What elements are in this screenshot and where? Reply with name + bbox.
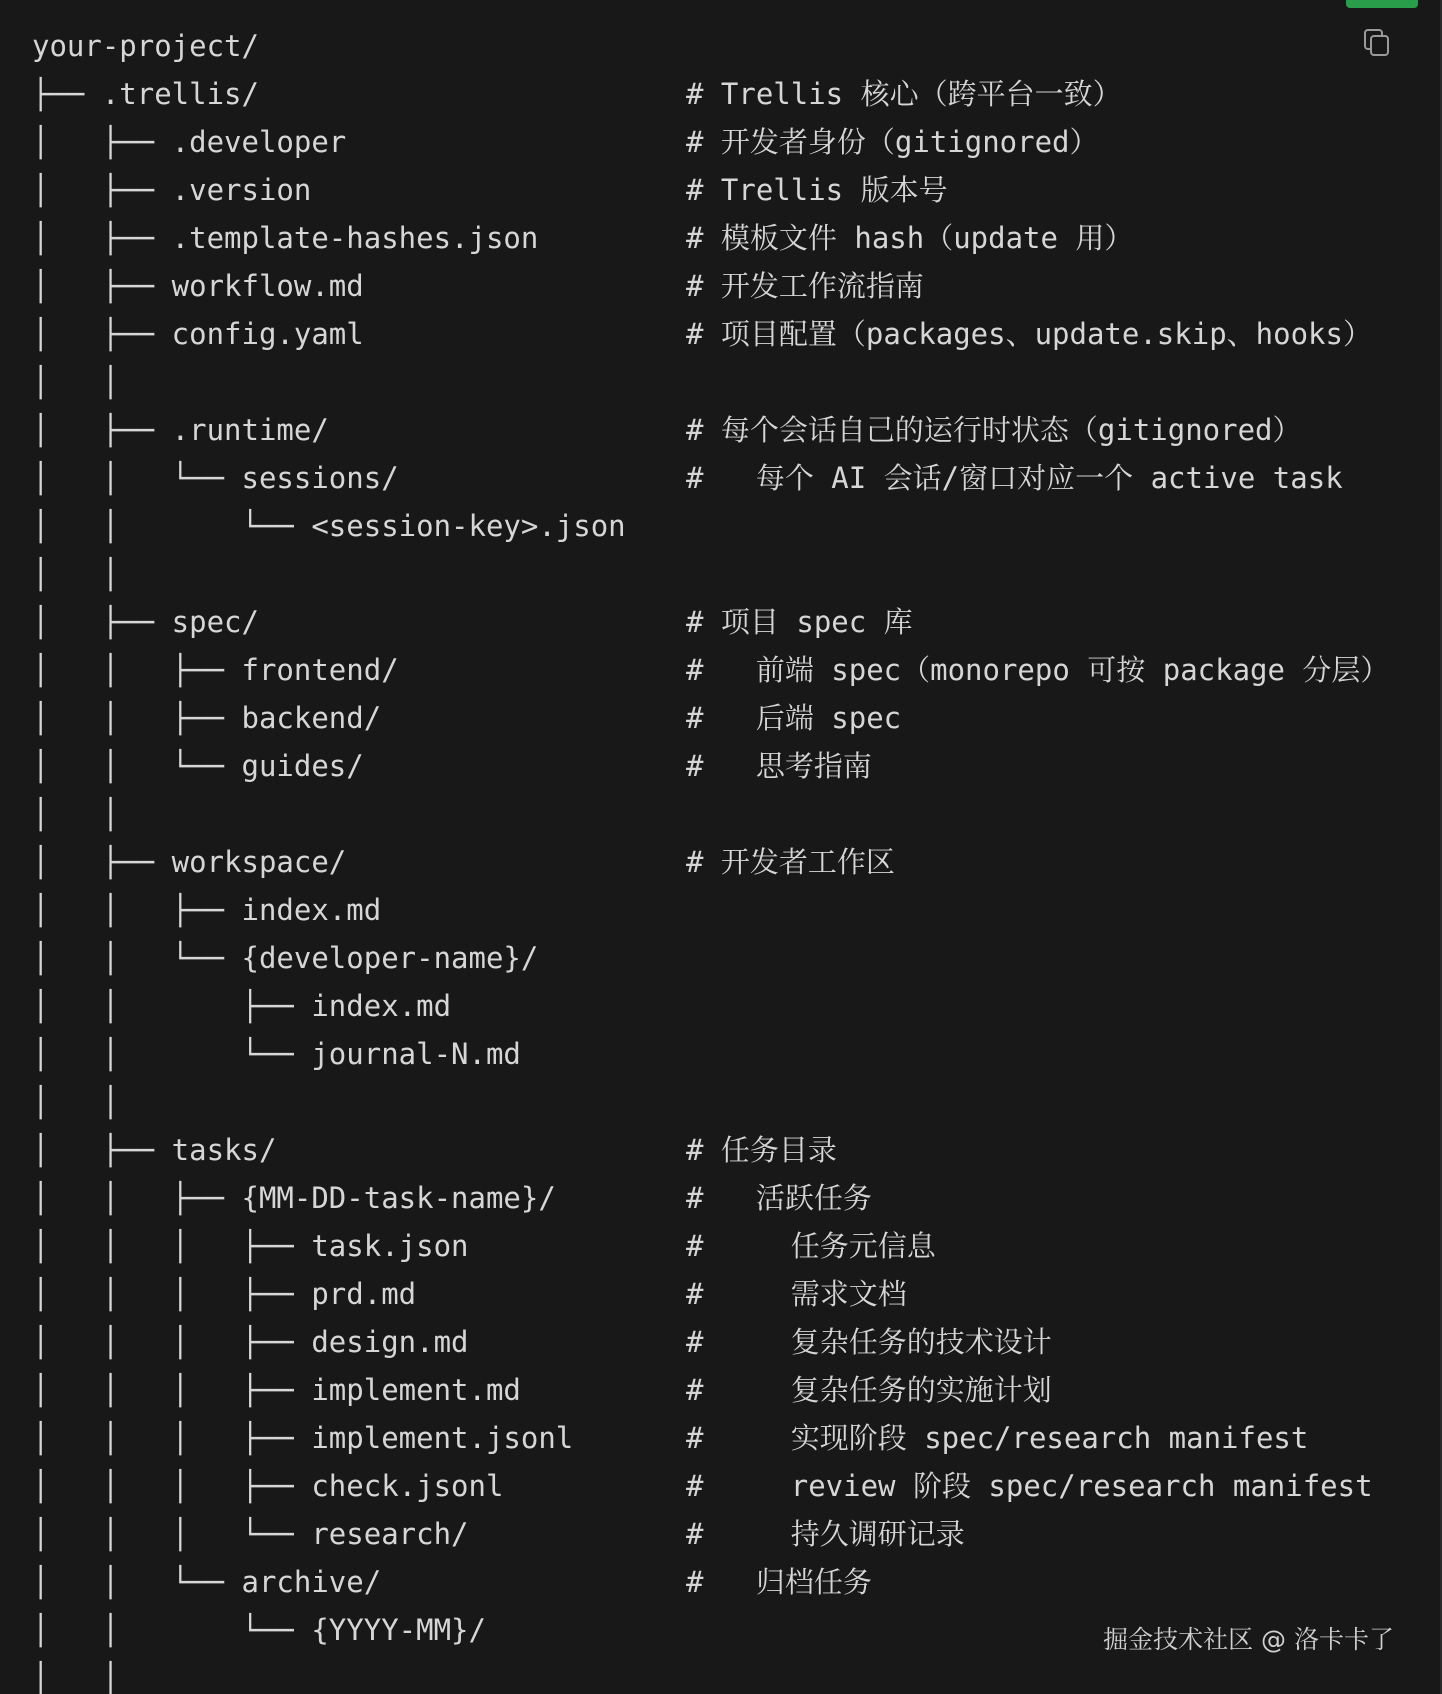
line-comment: # 任务目录 (686, 1133, 837, 1167)
tree-path: │ │ (32, 557, 120, 591)
line-comment: # Trellis 核心（跨平台一致） (686, 77, 1122, 111)
tree-path: your-project/ (32, 29, 259, 63)
tree-path: │ │ (32, 1661, 120, 1694)
tree-path: │ │ ├── frontend/ (32, 653, 399, 687)
tree-path: │ │ └── <session-key>.json (32, 509, 626, 543)
line-comment: # 任务元信息 (686, 1229, 936, 1263)
line-comment: # 复杂任务的技术设计 (686, 1325, 1052, 1359)
tree-path: │ │ │ ├── implement.md (32, 1373, 521, 1407)
tree-path: │ │ └── journal-N.md (32, 1037, 521, 1071)
tree-path: │ │ └── archive/ (32, 1565, 382, 1599)
line-comment: # 每个 AI 会话/窗口对应一个 active task (686, 461, 1343, 495)
line-comment: # review 阶段 spec/research manifest (686, 1469, 1373, 1503)
watermark: 掘金技术社区 @ 洛卡卡了 (1103, 1625, 1394, 1654)
tree-path: │ │ │ ├── design.md (32, 1325, 469, 1359)
language-badge (1346, 0, 1418, 8)
tree-path: │ ├── .runtime/ (32, 413, 329, 447)
line-comment: # 前端 spec（monorepo 可按 package 分层） (686, 653, 1390, 687)
tree-path: │ │ (32, 1085, 120, 1119)
tree-path: │ ├── workspace/ (32, 845, 347, 879)
tree-path: │ │ (32, 797, 120, 831)
tree-path: │ │ │ ├── check.jsonl (32, 1469, 504, 1503)
line-comment: # 活跃任务 (686, 1181, 872, 1215)
line-comment: # 实现阶段 spec/research manifest (686, 1421, 1309, 1455)
tree-path: ├── .trellis/ (32, 77, 259, 111)
copy-icon (1363, 28, 1391, 58)
line-comment: # Trellis 版本号 (686, 173, 948, 207)
tree-path: │ │ ├── index.md (32, 893, 382, 927)
tree-path: │ │ │ └── research/ (32, 1517, 469, 1551)
tree-path: │ ├── config.yaml (32, 317, 364, 351)
tree-path: │ ├── .template-hashes.json (32, 221, 539, 255)
tree-path: │ │ │ ├── prd.md (32, 1277, 417, 1311)
tree-path: │ │ ├── backend/ (32, 701, 382, 735)
tree-path: │ │ ├── index.md (32, 989, 452, 1023)
tree-path: │ │ (32, 365, 120, 399)
tree-path: │ │ │ ├── implement.jsonl (32, 1421, 574, 1455)
copy-button[interactable] (1360, 26, 1394, 60)
tree-path: │ ├── workflow.md (32, 269, 364, 303)
tree-path: │ ├── spec/ (32, 605, 259, 639)
line-comment: # 开发者工作区 (686, 845, 895, 879)
tree-path: │ │ └── {YYYY-MM}/ (32, 1613, 486, 1647)
tree-path: │ │ └── sessions/ (32, 461, 399, 495)
line-comment: # 项目配置（packages、update.skip、hooks） (686, 317, 1372, 351)
tree-path: │ │ └── {developer-name}/ (32, 941, 539, 975)
line-comment: # 模板文件 hash（update 用） (686, 221, 1134, 255)
tree-path: │ ├── .developer (32, 125, 347, 159)
line-comment: # 后端 spec (686, 701, 902, 735)
tree-path: │ │ └── guides/ (32, 749, 364, 783)
line-comment: # 复杂任务的实施计划 (686, 1373, 1052, 1407)
line-comment: # 归档任务 (686, 1565, 872, 1599)
line-comment: # 思考指南 (686, 749, 872, 783)
tree-path: │ ├── .version (32, 173, 312, 207)
tree-path: │ ├── tasks/ (32, 1133, 277, 1167)
line-comment: # 开发者身份（gitignored） (686, 125, 1099, 159)
line-comment: # 项目 spec 库 (686, 605, 913, 639)
line-comment: # 需求文档 (686, 1277, 907, 1311)
line-comment: # 每个会话自己的运行时状态（gitignored） (686, 413, 1302, 447)
tree-path: │ │ │ ├── task.json (32, 1229, 469, 1263)
tree-path: │ │ ├── {MM-DD-task-name}/ (32, 1181, 556, 1215)
line-comment: # 持久调研记录 (686, 1517, 965, 1551)
line-comment: # 开发工作流指南 (686, 269, 924, 303)
